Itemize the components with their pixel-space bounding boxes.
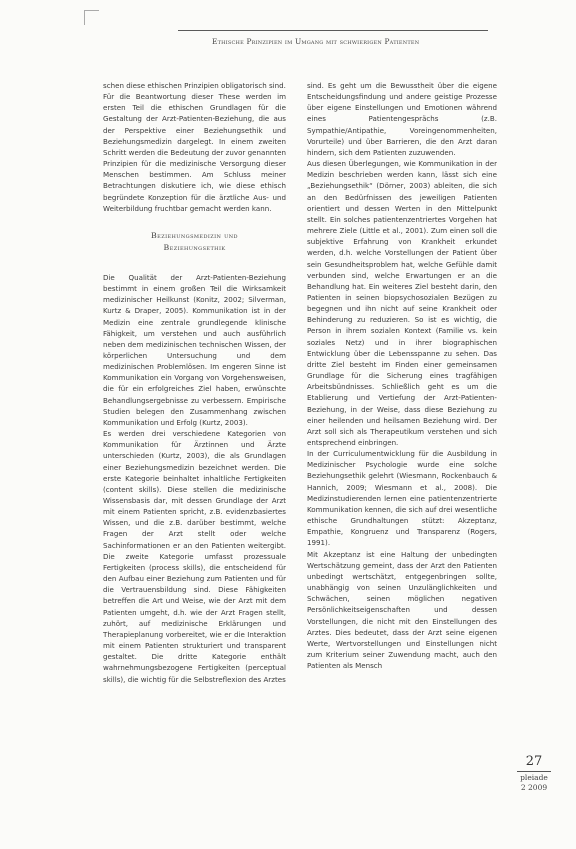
crop-mark <box>84 10 99 25</box>
body-paragraph: In der Curriculumentwicklung für die Ausbildung in Medizinischer Psychologie wurde eine solche Beziehungsethik gelehrt (Wiesmann, Rockenbauch & Hannich, 2009; Wiesmann et al., 2008). Die Medizinstudierenden lernen eine patientenzentrierte Kommunikation kennen, die sich auf drei wesentliche ethische Grundhaltungen stützt: Akzeptanz, Empathie, Kongruenz und Transparenz (Rogers, 1991). <box>307 449 497 548</box>
page-info <box>506 754 562 793</box>
page-number: 27 <box>525 754 543 769</box>
header-rule <box>178 30 488 31</box>
section-heading <box>103 230 286 254</box>
left-column <box>103 80 286 685</box>
page-info-rule <box>517 771 551 772</box>
body-paragraph: Die Qualität der Arzt-Patienten-Beziehung bestimmt in einem großen Teil die Wirksamkeit medizinischer Heilkunst (Konitz, 2002; Silverman, Kurtz & Draper, 2005). Kommunikation ist in der Medizin eine zentrale grundlegende klinische Fähigkeit, um verstehen und auch ausführlich neben dem medizinischen technischen Wissen, der körperlichen Untersuchung und dem medizinischen Problemlösen. Im engeren Sinne ist Kommunikation ein Vorgang von Vorgehensweisen, die für ein erfolgreiches Ziel haben, erwünschte Behandlungsergebnisse zu verbessern. Empirische Studien belegen den Zusammenhang zwischen Kommunikation und Erfolg (Kurtz, 2003). <box>103 272 286 427</box>
right-column <box>307 80 497 671</box>
running-head: Ethische Prinzipien im Umgang mit schwierigen Patienten <box>212 37 420 46</box>
body-paragraph: Es werden drei verschiedene Kategorien von Kommunikation für Ärztinnen und Ärzte unterschieden (Kurtz, 2003), die als Grundlagen einer Beziehungsmedizin bezeichnet werden. Die erste Kategorie beinhaltet inhaltliche Fertigkeiten (content skills). Diese stellen die medizinische Wissensbasis dar, mit dessen Grundlage der Arzt mit einem Patienten spricht, z.B. evidenzbasiertes Wissen, und die z.B. darüber bestimmt, welche Fragen der Arzt stellt oder welche Sachinformationen er an den Patienten weitergibt. Die zweite Kategorie umfasst prozessuale Fertigkeiten (process skills), die entscheidend für den Aufbau einer Beziehung zum Patienten und für die Vertrauensbildung sind. Diese Fähigkeiten betreffen die Art und Weise, wie der Arzt mit dem Patienten umgeht, d.h. wie der Arzt Fragen stellt, zuhört, auf medizinische Erklärungen und Therapieplanung vorbereitet, wie er die Interaktion mit einem Patienten strukturiert und transparent gestaltet. Die dritte Kategorie enthält wahrnehmungsbezogene Fertigkeiten (perceptual skills), die wichtig für die Selbstreflexion des Arztes <box>103 429 286 684</box>
body-paragraph: Mit Akzeptanz ist eine Haltung der unbedingten Wertschätzung gemeint, dass der Arzt den Patienten unbedingt wertschätzt, entgegenbringen sollte, unabhängig von seinen Unzulänglichkeiten und Schwächen, seinen möglichen negativen Persönlichkeitseigenschaften und dessen Vorstellungen, die nicht mit den Einstellungen des Arztes. Dies bedeutet, dass der Arzt seine eigenen Werte, Wertvorstellungen und Einstellungen nicht zum Kriterium seiner Zuwendung macht, auch den Patienten als Mensch <box>307 549 497 671</box>
body-paragraph: Für die Beantwortung dieser These werden im ersten Teil die ethischen Grundlagen für die Gestaltung der Arzt-Patienten-Beziehung, die aus der Perspektive einer Beziehungsethik und Beziehungsmedizin dargelegt. In einem zweiten Schritt werden die Bedeutung der zuvor genannten Prinzipien für die medizinische Versorgung dieser Menschen bestimmen. Am Schluss meiner Betrachtungen diskutiere ich, wie diese ethisch begründete Konzeption für die ärztliche Aus- und Weiterbildung fruchtbar gemacht werden kann. <box>103 92 286 213</box>
section-heading-line: Beziehungsmedizin und <box>151 230 238 240</box>
journal-name: pleiade <box>520 773 548 782</box>
issue-label: 2 2009 <box>520 783 548 792</box>
section-heading-line: Beziehungsethik <box>163 242 226 252</box>
body-paragraph: sind. Es geht um die Bewusstheit über die eigene Entscheidungsfindung und andere geistige Prozesse über eigene Einstellungen und Emotionen während eines Patientengesprächs (z.B. Sympathie/Antipathie, Voreingenommenheiten, Vorurteile) und über Barrieren, die den Arzt daran hindern, sich dem Patienten zuzuwenden. <box>307 81 497 157</box>
body-paragraph: Aus diesen Überlegungen, wie Kommunikation in der Medizin beschrieben werden kann, lässt sich eine „Beziehungsethik“ (Dörner, 2003) ableiten, die sich an den Bedürfnissen des jeweiligen Patienten orientiert und dessen Werten in den Mittelpunkt stellt. Ein solches patientenzentriertes Vorgehen hat mehrere Ziele (Little et al., 2001). Zum einen soll die subjektive Erfahrung von Krankheit erkundet werden, d.h. welche Vorstellungen der Patient über sein Gesundheitsproblem hat, welche Gefühle damit verbunden sind, welche Erwartungen er an die Behandlung hat. Ein weiteres Ziel besteht darin, den Patienten in seinen biopsychosozialen Bezügen zu begegnen und ihn nicht auf seine Krankheit oder Behinderung zu reduzieren. So ist es wichtig, die Person in ihrem sozialen Kontext (Familie vs. kein soziales Netz) und in ihrer biographischen Entwicklung über die Lebensspanne zu sehen. Das dritte Ziel besteht im Finden einer gemeinsamen Grundlage für die Sicherung eines tragfähigen Arbeitsbündnisses. Schließlich geht es um die Etablierung und Vertiefung der Arzt-Patienten-Beziehung, in der Weise, dass diese Beziehung zu einer heilenden und heilsamen Beziehung wird. Der Arzt soll sich als Therapeutikum verstehen und sich entsprechend einbringen. <box>307 159 497 447</box>
body-paragraph: schen diese ethischen Prinzipien obligatorisch sind. <box>103 81 286 90</box>
